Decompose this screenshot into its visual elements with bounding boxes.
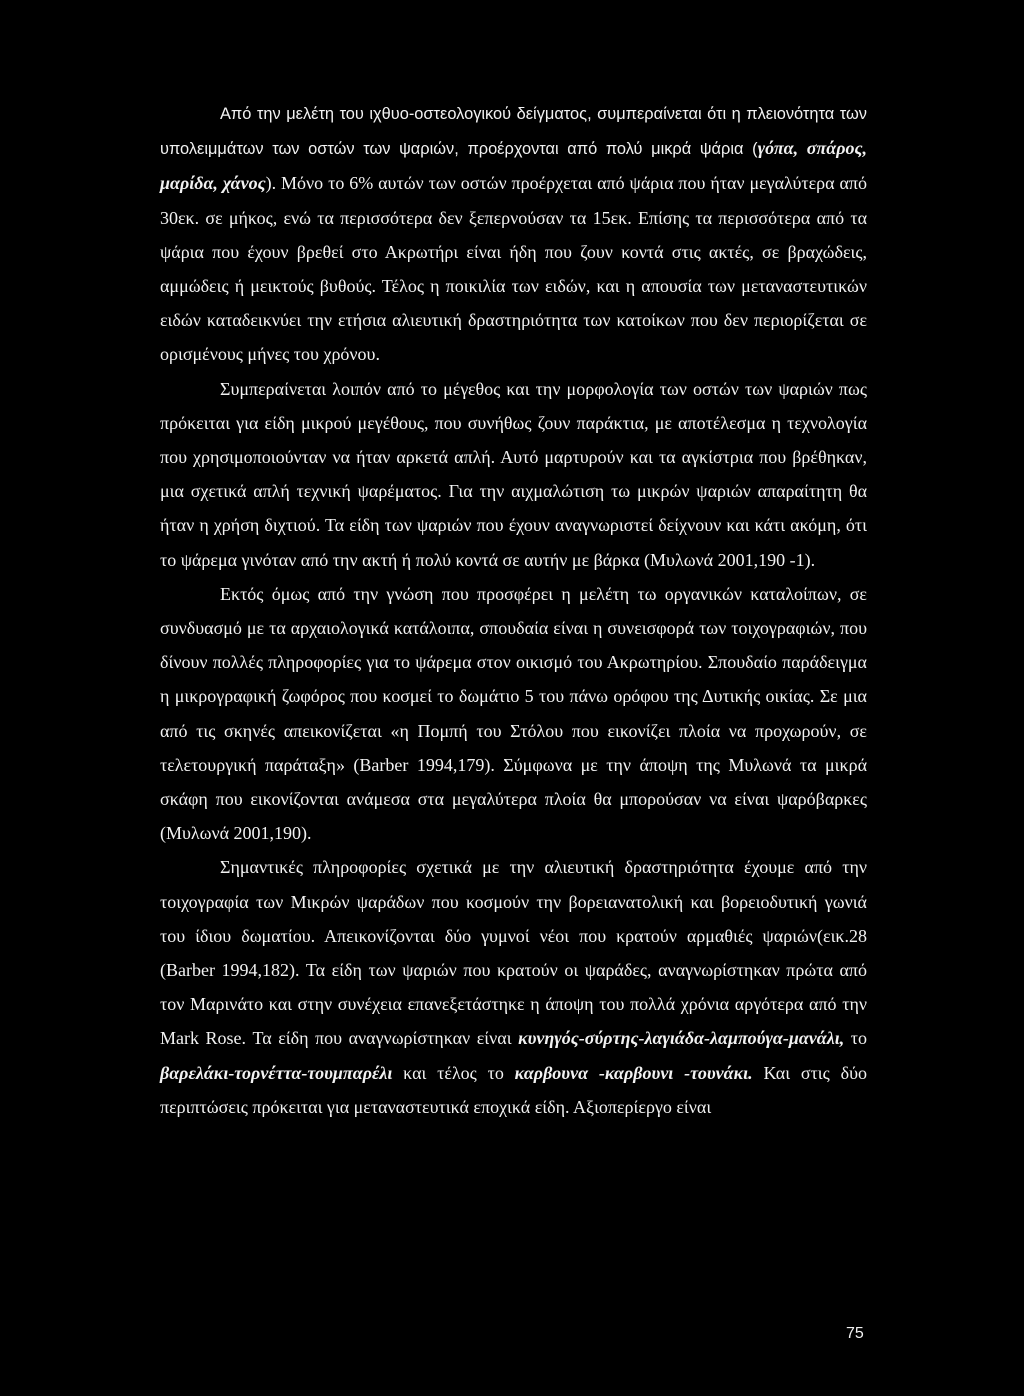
text-run: Συμπεραίνεται λοιπόν από το μέγεθος και την μορφολογία των οστών των ψαριών πως πρόκειται για είδη μικρού μεγέθους, που συνήθως ζουν παράκτια, με αποτέλεσμα η τεχνολογία που χρησιμοποιούνταν να ήταν αρκετά απλή. Αυτό μαρτυρούν και τα αγκίστρια που βρέθηκαν, μια σχετικά απλή τεχνική ψαρέματος. Για την αιχμαλώτιση τω μικρών ψαριών απαραίτητη θα ήταν η χρήση διχτιού. Τα είδη των ψαριών που έχουν αναγνωριστεί δείχνουν και κάτι ακόμη, ότι το ψάρεμα γινόταν από την ακτή ή πολύ κοντά σε αυτήν με βάρκα (Μυλωνά 2001,190 -1). <box>160 378 867 570</box>
text-run: ). Μόνο το 6% αυτών των οστών προέρχεται από ψάρια που ήταν μεγαλύτερα από 30εκ. σε μήκος, ενώ τα περισσότερα δεν ξεπερνούσαν τα 15εκ. Επίσης τα περισσότερα από τα ψάρια που έχουν βρεθεί στο Ακρωτήρι είναι ήδη που ζουν κοντά στις ακτές, σε βραχώδεις, αμμώδεις ή μεικτούς βυθούς. Τέλος η ποικιλία των ειδών, και η απουσία των μεταναστευτικών ειδών καταδεικνύει την ετήσια αλιευτική δραστηριότητα των κατοίκων που δεν περιορίζεται σε ορισμένους μήνες του χρόνου. <box>160 173 867 365</box>
paragraph-2 <box>160 372 867 577</box>
text-run: Από την μελέτη του ιχθυο-οστεολογικού δείγματος, συμπεραίνεται ότι η πλειονότητα των υπολειμμάτων των οστών των ψαριών, προέρχονται από πολύ μικρά ψάρια ( <box>160 105 867 159</box>
text-run: το <box>844 1028 867 1049</box>
text-run: Σημαντικές πληροφορίες σχετικά με την αλιευτική δραστηριότητα έχουμε από την τοιχογραφία των Μικρών ψαράδων που κοσμούν την βορειανατολική και βορειοδυτική γωνιά του ίδιου δωματίου. Απεικονίζονται δύο γυμνοί νέοι που κρατούν αρμαθιές ψαριών(εικ.28 (Barber 1994,182). Τα είδη των ψαριών που κρατούν οι ψαράδες, αναγνωρίστηκαν πρώτα από τον Μαρινάτο και στην συνέχεια επανεξετάστηκε η άποψη του πολλά χρόνια αργότερα από την Mark Rose. Τα είδη που αναγνωρίστηκαν είναι <box>160 857 867 1049</box>
emphasis-fish-names: κυνηγός-σύρτης-λαγιάδα-λαμπούγα-μανάλι, <box>518 1028 845 1049</box>
document-body <box>160 96 867 1124</box>
page-number: 75 <box>846 1325 864 1342</box>
text-run: Και στις δύο περιπτώσεις πρόκειται για μεταναστευτικά εποχικά είδη. Αξιοπερίεργο είναι <box>160 1062 867 1117</box>
emphasis-fish-names: γόπα, σπάρος, μαρίδα, χάνος <box>160 138 867 194</box>
paragraph-1 <box>160 96 867 372</box>
paragraph-3 <box>160 577 867 851</box>
emphasis-fish-names: βαρελάκι-τορνέττα-τουμπαρέλι <box>160 1062 393 1083</box>
paragraph-4 <box>160 850 867 1124</box>
emphasis-fish-names: καρβουνα -καρβουνι -τουνάκι. <box>514 1062 753 1083</box>
text-run: και τέλος το <box>392 1062 515 1083</box>
text-run: Εκτός όμως από την γνώση που προσφέρει η μελέτη τω οργανικών καταλοίπων, σε συνδυασμό με τα αρχαιολογικά κατάλοιπα, σπουδαία είναι η συνεισφορά των τοιχογραφιών, που δίνουν πολλές πληροφορίες για το ψάρεμα στον οικισμό του Ακρωτηρίου. Σπουδαίο παράδειγμα η μικρογραφική ζωφόρος που κοσμεί το δωμάτιο 5 του πάνω ορόφου της Δυτικής οικίας. Σε μια από τις σκηνές απεικονίζεται «η Πομπή του Στόλου που εικονίζει πλοία να προχωρούν, σε τελετουργική παράταξη» (Barber 1994,179). Σύμφωνα με την άποψη της Μυλωνά τα μικρά σκάφη που εικονίζονται ανάμεσα στα μεγαλύτερα πλοία θα μπορούσαν να είναι ψαρόβαρκες (Μυλωνά 2001,190). <box>160 583 867 844</box>
